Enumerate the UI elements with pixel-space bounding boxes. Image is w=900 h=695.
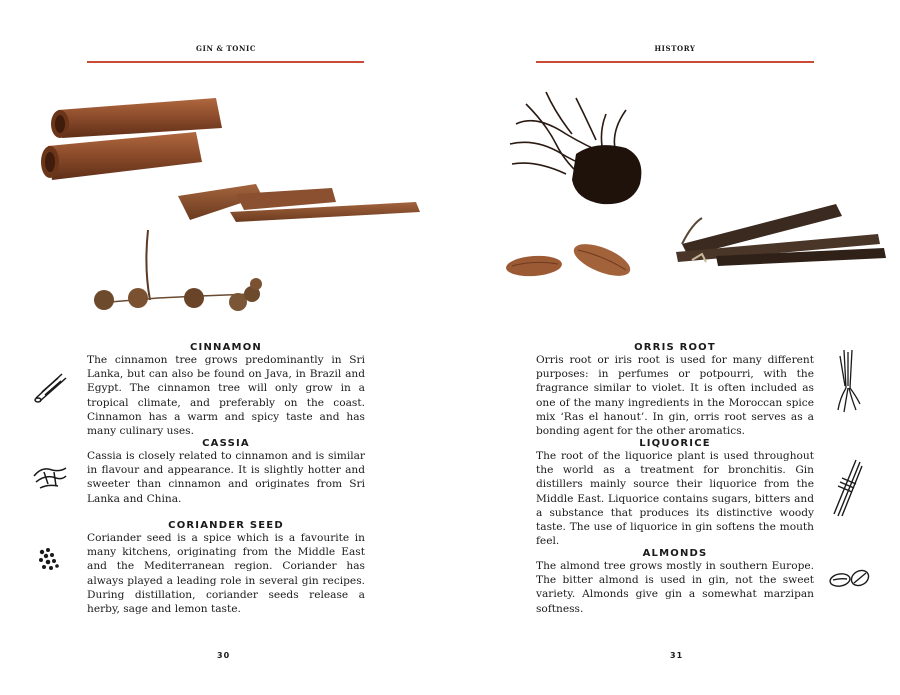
section-text-cinnamon: The cinnamon tree grows predominantly in Sri Lanka, but can also be found on Java, in Brazil and Egypt. The cinnamon tree will only grow in a tropical climate, and preferably on the coast. Cinnamon has a warm and spicy taste and has many culinary uses.: [87, 354, 365, 438]
cinnamon-sticks-icon: [32, 370, 70, 404]
cassia-bark-image: [178, 184, 420, 222]
liquorice-sticks-image: [676, 204, 886, 266]
section-text-almonds: The almond tree grows mostly in southern Europe. The bitter almond is used in gin, not the sweet variety. Almonds give gin a somewhat marzipan softness.: [536, 560, 814, 615]
running-head-left: GIN & TONIC: [196, 44, 256, 53]
coriander-seeds-image: [94, 230, 262, 311]
cinnamon-sticks-image: [41, 98, 222, 180]
spices-photo-left: [40, 88, 430, 320]
cassia-bark-icon: [30, 462, 70, 492]
section-title-liquorice: LIQUORICE: [639, 438, 711, 449]
almonds-image: [506, 238, 634, 283]
section-title-cassia: CASSIA: [202, 438, 250, 449]
section-title-almonds: ALMONDS: [642, 548, 708, 559]
right-page: [450, 0, 900, 695]
coriander-seeds-icon: [36, 546, 64, 574]
header-rule-left: [87, 61, 364, 63]
section-text-liquorice: The root of the liquorice plant is used throughout the world as a treatment for bronchitis. Gin distillers mainly source their liquorice from the Middle East. Liquorice contains sugars, bitters and a substance that produces its distinctive woody taste. The use of liquorice in gin softens the mouth feel.: [536, 450, 814, 548]
section-title-coriander-seed: CORIANDER SEED: [168, 520, 284, 531]
orris-root-icon: [834, 348, 862, 414]
running-head-right: HISTORY: [654, 44, 696, 53]
orris-root-tuber: [572, 145, 641, 204]
page-number-right: 31: [670, 651, 684, 660]
page-number-left: 30: [217, 651, 231, 660]
section-text-coriander-seed: Coriander seed is a spice which is a favourite in many kitchens, originating from the Middle East and the Mediterranean region. Coriander has always played a leading role in several gin recipes. During distillation, coriander seeds release a herby, sage and lemon taste.: [87, 532, 365, 616]
liquorice-sticks-icon: [830, 456, 864, 518]
section-text-cassia: Cassia is closely related to cinnamon and is similar in flavour and appearance. It is slightly hotter and sweeter than cinnamon and originates from Sri Lanka and China.: [87, 450, 365, 505]
almonds-icon: [828, 566, 872, 592]
section-text-orris-root: Orris root or iris root is used for many different purposes: in perfumes or potpourri, with the fragrance similar to violet. It is often included as one of the many ingredients in the Moroccan spice mix ‘Ras el hanout’. In gin, orris root serves as a bonding agent for the other aromatics.: [536, 354, 814, 438]
spices-photo-right: [506, 84, 896, 284]
section-title-orris-root: ORRIS ROOT: [634, 342, 716, 353]
section-title-cinnamon: CINNAMON: [190, 342, 262, 353]
header-rule-right: [536, 61, 814, 63]
